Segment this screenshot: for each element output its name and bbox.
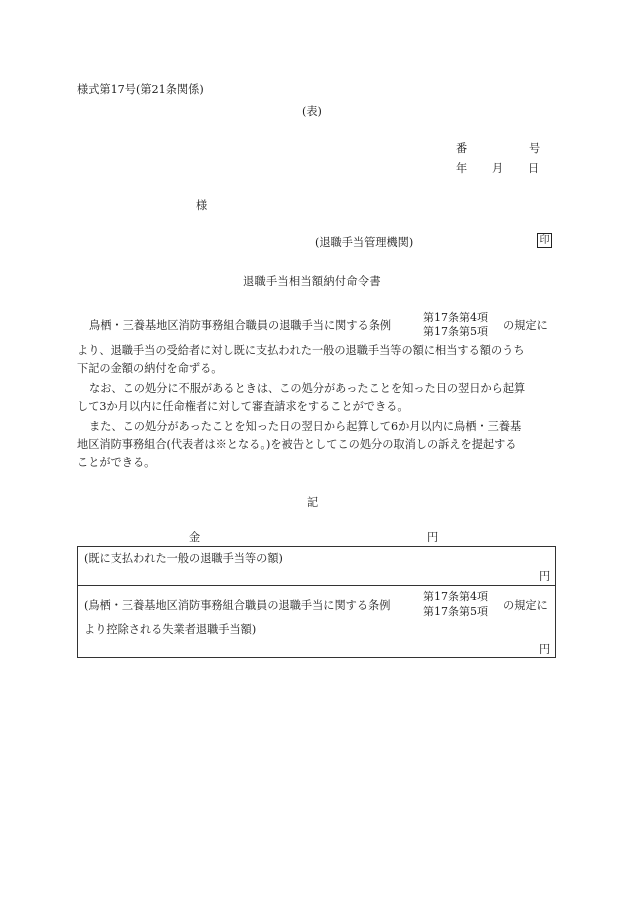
amount-label: 金 (189, 531, 201, 544)
table-row-2-suffix: の規定に (503, 599, 548, 612)
number-label: 番 (456, 142, 468, 155)
issuing-agency: (退職手当管理機関) (315, 236, 414, 249)
body-line-3: 下記の金額の納付を命ずる。 (77, 362, 223, 375)
body-line-5: して3か月以内に任命権者に対して審査請求をすることができる。 (77, 400, 409, 413)
amount-unit: 円 (427, 531, 439, 544)
body-line-6: また、この処分があったことを知った日の翌日から起算して6か月以内に鳥栖・三養基 (89, 420, 522, 433)
body-line-8: ことができる。 (77, 456, 156, 469)
body-line-2: より、退職手当の受給者に対し既に支払われた一般の退職手当等の額に相当する額のうち (77, 344, 525, 357)
form-number: 様式第17号(第21条関係) (77, 83, 204, 96)
recipient-honorific: 様 (196, 199, 208, 212)
day-label: 日 (528, 162, 540, 175)
table-divider (77, 585, 556, 586)
seal-icon: 印 (537, 233, 552, 248)
notation-heading: 記 (307, 496, 319, 509)
year-label: 年 (456, 162, 468, 175)
body-line-7: 地区消防事務組合(代表者は※となる。)を被告としてこの処分の取消しの訴えを提起する (77, 438, 517, 451)
table-row-1-unit: 円 (539, 570, 551, 583)
body-line-1-suffix: の規定に (503, 319, 548, 332)
side-label: (表) (302, 105, 322, 118)
table-row-1-label: (既に支払われた一般の退職手当等の額) (84, 552, 283, 565)
number-suffix-label: 号 (529, 142, 541, 155)
table-row-2-unit: 円 (539, 643, 551, 656)
table-article-4-reference: 第17条第4項 (423, 590, 488, 603)
article-5-reference: 第17条第5項 (423, 325, 488, 338)
month-label: 月 (492, 162, 504, 175)
table-article-5-reference: 第17条第5項 (423, 605, 488, 618)
document-title: 退職手当相当額納付命令書 (243, 275, 381, 288)
table-row-2-prefix: (鳥栖・三養基地区消防事務組合職員の退職手当に関する条例 (84, 599, 391, 612)
body-line-4: なお、この処分に不服があるときは、この処分があったことを知った日の翌日から起算 (89, 382, 526, 395)
body-line-1-prefix: 鳥栖・三養基地区消防事務組合職員の退職手当に関する条例 (89, 319, 392, 332)
table-row-2-line-2: より控除される失業者退職手当額) (84, 623, 257, 636)
article-4-reference: 第17条第4項 (423, 311, 488, 324)
